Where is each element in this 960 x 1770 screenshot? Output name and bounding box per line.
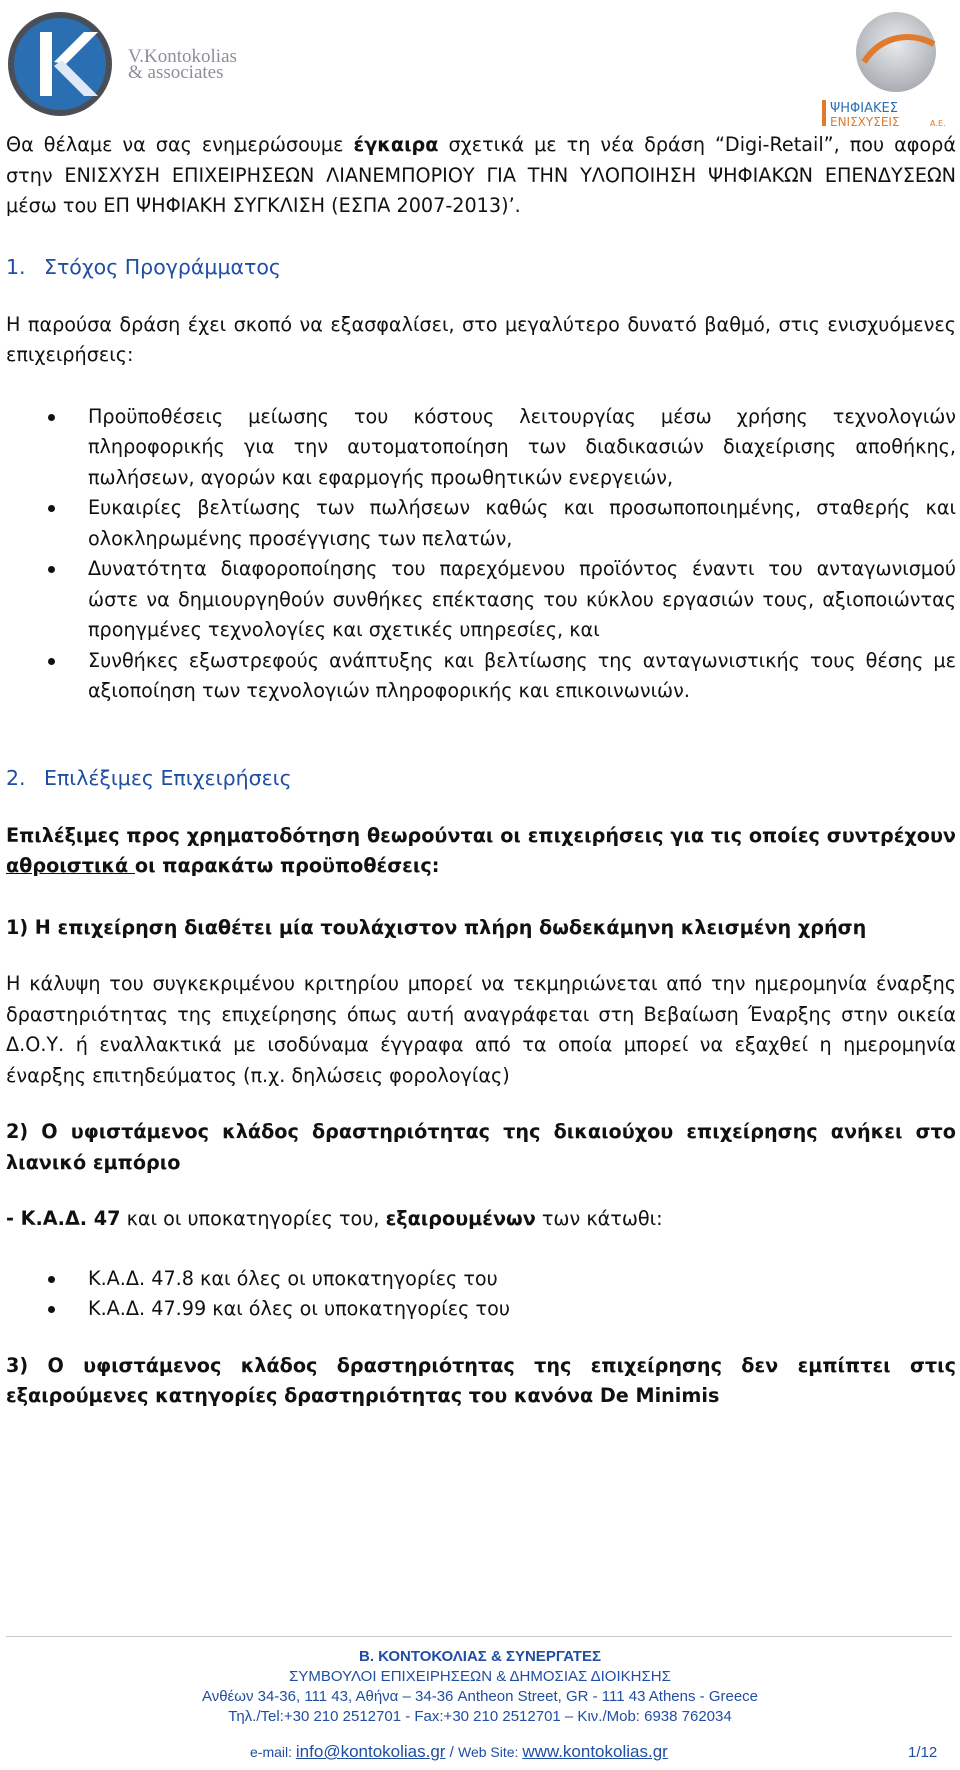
footer-address: Ανθέων 34-36, 111 43, Αθήνα – 34-36 Antheon Street, GR - 111 43 Athens - Greece: [201, 1688, 759, 1705]
brand-name: V.Kontokolias: [128, 46, 237, 67]
page-footer: [0, 1647, 960, 1727]
list-item: Ευκαιρίες βελτίωσης των πωλήσεων καθώς και προσωποποιημένης, σταθερής και ολοκληρωμένης προσέγγισης των πελατών,: [6, 493, 956, 554]
footer-subtitle: ΣΥΜΒΟΥΛΟΙ ΕΠΙΧΕΙΡΗΣΕΩΝ & ΔΗΜΟΣΙΑΣ ΔΙΟΙΚΗΣΗΣ: [289, 1668, 671, 1685]
condition-2-title: 2) Ο υφιστάμενος κλάδος δραστηριότητας της δικαιούχου επιχείρησης ανήκει στο λιανικό εμπόριο: [6, 1120, 956, 1174]
eligibility-lead-underlined: αθροιστικά: [6, 854, 135, 877]
logo-text-suffix: Α.Ε.: [930, 119, 946, 128]
company-logo-mark: [4, 4, 134, 124]
intro-paragraph: [6, 130, 956, 222]
section-1-number: 1.: [6, 254, 26, 279]
section-1-heading: [6, 252, 956, 282]
section-1-paragraph: Η παρούσα δράση έχει σκοπό να εξασφαλίσει, στο μεγαλύτερο δυνατό βαθμό, στις ενισχυόμενες επιχειρήσεις:: [6, 312, 956, 366]
company-logo: [4, 4, 264, 124]
logo-text-line1: ΨΗΦΙΑΚΕΣ: [830, 101, 898, 116]
brand-subtitle: & associates: [128, 62, 224, 83]
footer-divider: [6, 1636, 952, 1637]
eligibility-lead: [6, 821, 956, 882]
section-2-number: 2.: [6, 765, 26, 790]
section-1-title: Στόχος Προγράμματος: [44, 254, 281, 279]
condition-1-title: 1) Η επιχείρηση διαθέτει μία τουλάχιστον πλήρη δωδεκάμηνη κλεισμένη χρήση: [6, 915, 867, 939]
email-link[interactable]: info@kontokolias.gr: [295, 1742, 446, 1761]
condition-3-title: 3) Ο υφιστάμενος κλάδος δραστηριότητας της επιχείρησης δεν εμπίπτει στις εξαιρούμενες κατηγορίες δραστηριότητας του κανόνα De Minimis: [6, 1353, 956, 1407]
list-item: Κ.Α.Δ. 47.99 και όλες οι υποκατηγορίες του: [6, 1294, 956, 1325]
kad-line: [6, 1204, 956, 1235]
kad-code: - Κ.Α.Δ. 47: [6, 1207, 121, 1230]
eligibility-lead-1: Επιλέξιμες προς χρηματοδότηση θεωρούνται οι επιχειρήσεις για τις οποίες συντρέχουν: [6, 823, 956, 847]
document-body: [6, 130, 956, 1412]
logo-text-line2: ΕΝΙΣΧΥΣΕΙΣ: [830, 115, 900, 129]
list-item: Προϋποθέσεις μείωσης του κόστους λειτουργίας μέσω χρήσης τεχνολογιών πληροφορικής για την αυτοματοποίηση των διαδικασιών διαχείρισης αποθήκης, πωλήσεων, αγορών και εφαρμογής προωθητικών ενεργειών,: [6, 402, 956, 494]
list-item: Δυνατότητα διαφοροποίησης του παρεχόμενου προϊόντος έναντι του ανταγωνισμού ώστε να δημιουργηθούν συνθήκες επέκτασης του κύκλου εργασιών τους, αξιοποιώντας προηγμένες τεχνολογίες και σχετικές υπηρεσίες, και: [6, 554, 956, 646]
kad-text-1: και οι υποκατηγορίες του,: [120, 1207, 386, 1230]
digital-grants-logo: [812, 4, 958, 130]
condition-1-text: Η κάλυψη του συγκεκριμένου κριτηρίου μπορεί να τεκμηριώνεται από την ημερομηνία έναρξης δραστηριότητας της επιχείρησης όπως αυτή αναγράφεται στη Βεβαίωση Έναρξης στην οικεία Δ.Ο.Υ. ή εναλλακτικά με ισοδύναμα έγγραφα από τα οποία μπορεί να εξαχθεί η ημερομηνία έναρξης επιτηδεύματος (π.χ. δηλώσεις φορολογίας): [6, 972, 956, 1087]
list-item: Συνθήκες εξωστρεφούς ανάπτυξης και βελτίωσης της ανταγωνιστικής τους θέσης με αξιοποίηση των τεχνολογιών πληροφορικής και επικοινωνιών.: [6, 646, 956, 707]
intro-text-1: Θα θέλαμε να σας ενημερώσουμε: [6, 133, 354, 156]
footer-company: Β. ΚΟΝΤΟΚΟΛΙΑΣ & ΣΥΝΕΡΓΑΤΕΣ: [359, 1648, 601, 1665]
intro-emphasis: έγκαιρα: [353, 133, 439, 156]
website-link[interactable]: www.kontokolias.gr: [522, 1742, 668, 1761]
intro-text-2: σχετικά με τη νέα δράση “Digi-Retail”, που αφορά στην ΕΝΙΣΧΥΣΗ ΕΠΙΧΕΙΡΗΣΕΩΝ ΛΙΑΝΕΜΠΟΡΙΟΥ ΓΙΑ ΤΗΝ ΥΛΟΠΟΙΗΣΗ ΨΗΦΙΑΚΩΝ ΕΠΕΝΔΥΣΕΩΝ μέσω του ΕΠ ΨΗΦΙΑΚΗ ΣΥΓΚΛΙΣΗ (ΕΣΠΑ 2007-2013)’.: [6, 133, 956, 217]
page-number: 1/12: [908, 1744, 938, 1761]
kad-text-2: των κάτωθι:: [535, 1207, 663, 1230]
footer-contact-links: [250, 1742, 668, 1762]
email-label: e-mail:: [250, 1744, 296, 1760]
kad-exclusion-list: [6, 1264, 956, 1325]
section-2-heading: [6, 763, 956, 793]
section-2-title: Επιλέξιμες Επιχειρήσεις: [44, 765, 292, 790]
footer-separator: /: [445, 1744, 458, 1761]
eligibility-lead-2: οι παρακάτω προϋποθέσεις:: [134, 854, 440, 877]
website-label: Web Site:: [457, 1744, 523, 1760]
list-item: Κ.Α.Δ. 47.8 και όλες οι υποκατηγορίες του: [6, 1264, 956, 1295]
footer-phones: Τηλ./Tel:+30 210 2512701 - Fax:+30 210 2512701 – Κιν./Mob: 6938 762034: [228, 1708, 732, 1725]
kad-excluding: εξαιρουμένων: [385, 1207, 536, 1230]
section-1-bullet-list: [6, 402, 956, 707]
